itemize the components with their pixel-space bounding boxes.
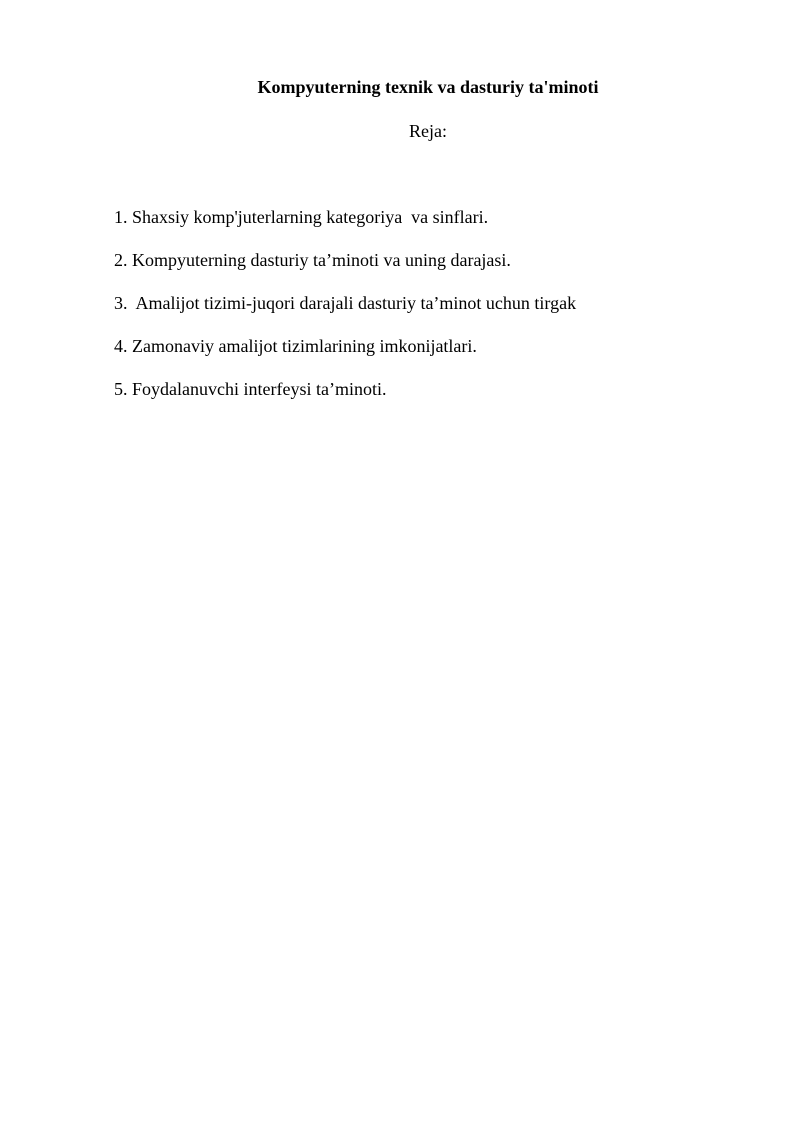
plan-list <box>114 206 576 421</box>
document-title: Kompyuterning texnik va dasturiy ta'minoti <box>257 77 599 97</box>
plan-item: 2. Kompyuterning dasturiy ta’minoti va uning darajasi. <box>114 250 511 270</box>
plan-item: 5. Foydalanuvchi interfeysi ta’minoti. <box>114 379 387 399</box>
plan-item: 4. Zamonaviy amalijot tizimlarining imkonijatlari. <box>114 336 477 356</box>
plan-item: 3. Amalijot tizimi-juqori darajali dasturiy ta’minot uchun tirgak <box>114 293 577 313</box>
plan-item: 1. Shaxsiy komp'juterlarning kategoriya va sinflari. <box>114 207 489 227</box>
plan-heading: Reja: <box>409 121 447 141</box>
